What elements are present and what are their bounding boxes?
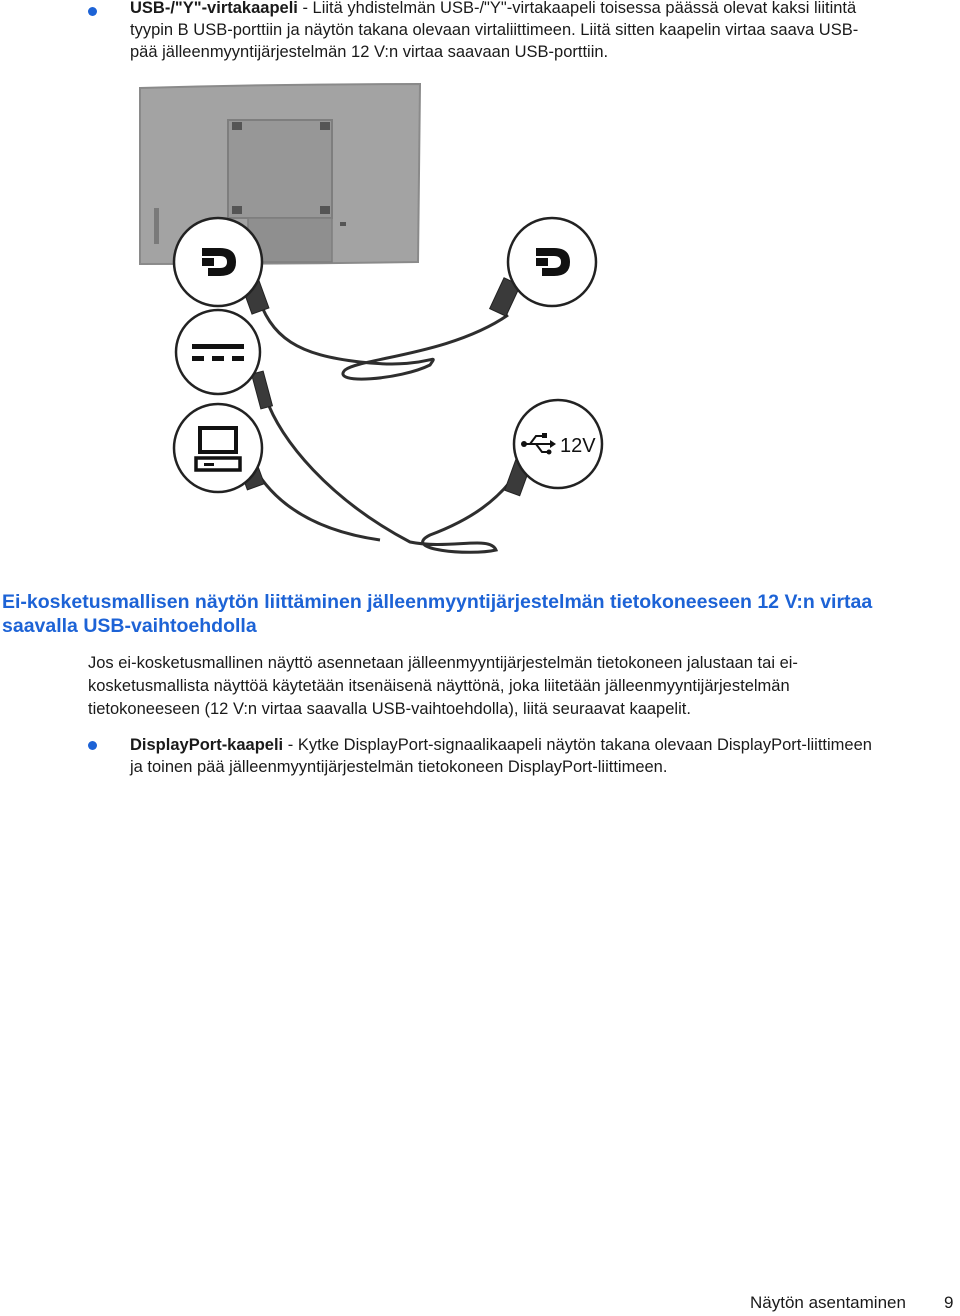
intro-paragraph (88, 652, 888, 721)
bullet-term: USB-/"Y"-virtakaapeli (130, 0, 298, 17)
section-heading (2, 590, 942, 638)
bullet-line-1: DisplayPort-kaapeli - Kytke DisplayPort-signaalikaapeli näytön takana olevaan DisplayPort-liittimeen (130, 736, 872, 754)
connectors (234, 278, 532, 496)
displayport-icon (508, 218, 596, 306)
paragraph-line-3: tietokoneeseen (12 V:n virtaa saavalla USB-vaihtoehdolla), liitä seuraavat kaapelit. (88, 700, 691, 718)
heading-line-1: Ei-kosketusmallisen näytön liittäminen jälleenmyyntijärjestelmän tietokoneeseen 12 V:n virtaa (2, 591, 873, 613)
dc-power-icon (176, 310, 260, 394)
computer-icon (174, 404, 262, 492)
bullet-term: DisplayPort-kaapeli (130, 736, 284, 754)
cable-connection-figure (130, 80, 630, 555)
bullet-text (130, 734, 930, 778)
footer-chapter-title: Näytön asentaminen (750, 1293, 906, 1312)
bullet-text (130, 0, 930, 63)
paragraph-line-2: kosketusmallista näyttöä käytetään itsenäisenä näyttönä, joka liitetään jälleenmyyntijärjestelmän (88, 677, 790, 695)
paragraph-line-1: Jos ei-kosketusmallinen näyttö asennetaan jälleenmyyntijärjestelmän tietokoneen jalustaan tai ei- (88, 654, 798, 672)
footer-page-number: 9 (944, 1293, 954, 1312)
bullet-line-2: ja toinen pää jälleenmyyntijärjestelmän tietokoneen DisplayPort-liittimeen. (130, 758, 668, 776)
heading-line-2: saavalla USB-vaihtoehdolla (2, 615, 257, 637)
bullet-line-1: USB-/"Y"-virtakaapeli - Liitä yhdistelmän USB-/"Y"-virtakaapeli toisessa päässä olevat kaksi liitintä (130, 0, 857, 17)
bullet-marker (88, 741, 97, 750)
bullet-line-2: tyypin B USB-porttiin ja näytön takana olevaan virtaliittimeen. Liitä sitten kaapelin virtaa saava USB- (130, 21, 859, 39)
usb-12v-icon (514, 400, 602, 488)
bullet-marker (88, 7, 97, 16)
usb-12v-label: 12V (560, 435, 596, 457)
cables (250, 290, 520, 552)
displayport-icon (174, 218, 262, 306)
bullet-line-3: pää jälleenmyyntijärjestelmän 12 V:n virtaa saavaan USB-porttiin. (130, 43, 609, 61)
